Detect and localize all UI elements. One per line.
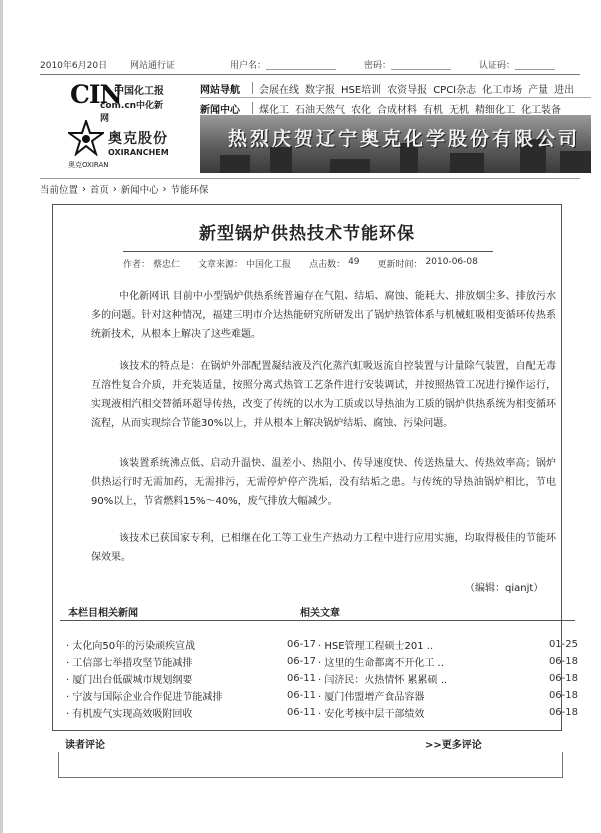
oxiran-logo[interactable] — [68, 120, 188, 180]
related-news-heading: 本栏目相关新闻 — [68, 608, 138, 619]
related-news-title: · 厦门出台低碳城市规划纲要 — [66, 675, 193, 686]
nav-item-fine-chem[interactable]: 精细化工 — [475, 104, 515, 116]
related-article-text: 这里的生命都离不开化工 .. — [324, 658, 444, 669]
hits-value: 49 — [348, 257, 360, 267]
site-nav — [200, 78, 590, 98]
list-item[interactable] — [318, 653, 578, 670]
article-meta — [123, 257, 503, 270]
banner-building — [220, 155, 250, 173]
nav-item-synthetic[interactable]: 合成材料 — [377, 104, 417, 116]
news-nav-label: 新闻中心 — [200, 104, 240, 116]
related-news-text: 有机废气实现高效吸附回收 — [72, 709, 193, 720]
ad-banner[interactable] — [200, 115, 591, 173]
related-article-date: 06-18 — [548, 690, 578, 701]
related-article-date: 06-18 — [548, 707, 578, 718]
related-news-title: · 有机废气实现高效吸附回收 — [66, 709, 193, 720]
source-value: 中国化工报 — [246, 260, 292, 270]
nav-item-inorganic[interactable]: 无机 — [449, 104, 469, 116]
comments-box — [58, 752, 563, 778]
nav-item-oil-gas[interactable]: 石油天然气 — [295, 104, 345, 116]
banner-text: 热烈庆贺辽宁奥克化学股份有限公司 — [228, 128, 581, 150]
banner-building — [450, 153, 484, 173]
related-article-date: 06-18 — [548, 656, 578, 667]
breadcrumb-news[interactable]: 新闻中心 — [120, 185, 159, 196]
auth-label: 认证码： — [479, 61, 516, 71]
auth-input[interactable] — [515, 59, 555, 70]
related-news-date: 06-11 — [286, 690, 316, 701]
breadcrumb-label: 当前位置 — [40, 185, 79, 196]
related-news-text: 工信部七举措攻坚节能减排 — [72, 658, 193, 669]
related-news-title: · 太化向50年的污染顽疾宣战 — [66, 641, 196, 652]
related-article-title: · HSE管理工程硕士201 .. — [318, 641, 434, 652]
nav-item-market[interactable]: 化工市场 — [482, 84, 523, 96]
list-item[interactable] — [66, 687, 316, 704]
date-label: 2010年6月20日 — [40, 61, 108, 71]
related-news-title: · 工信部七举措攻坚节能减排 — [66, 658, 193, 669]
oxiran-star-icon — [68, 120, 104, 156]
list-item[interactable] — [66, 704, 316, 721]
author-label: 作者： — [123, 260, 151, 270]
nav-separator — [252, 102, 253, 114]
breadcrumb-home[interactable]: 首页 — [89, 185, 109, 196]
nav-item-expo[interactable]: 会展在线 — [259, 84, 299, 96]
nav-item-organic[interactable]: 有机 — [423, 104, 443, 116]
updated-value: 2010-06-08 — [425, 257, 478, 267]
header-divider — [40, 74, 580, 75]
author-value: 蔡忠仁 — [153, 260, 181, 270]
list-item[interactable] — [318, 687, 578, 704]
nav-item-import-export[interactable]: 进出 — [554, 84, 575, 96]
related-news-text: 宁波与国际企业合作促进节能减排 — [72, 692, 223, 703]
passport-label: 网站通行证 — [130, 61, 176, 71]
cin-logo[interactable] — [70, 80, 170, 124]
cin-logo-cn: 中国化工报 — [114, 86, 164, 97]
related-articles-list — [318, 636, 578, 721]
related-articles-heading: 相关文章 — [300, 608, 340, 619]
auth-field — [479, 58, 555, 71]
updated-label: 更新时间： — [377, 260, 423, 270]
nav-item-equipment[interactable]: 化工装备 — [521, 104, 561, 116]
related-news-text: 厦门出台低碳城市规划纲要 — [72, 675, 193, 686]
nav-item-digital-paper[interactable]: 数字报 — [305, 84, 335, 96]
breadcrumb — [40, 182, 213, 196]
scan-edge — [0, 0, 3, 833]
oxiran-logo-en: OXIRANCHEM — [108, 148, 169, 157]
related-article-date: 06-18 — [548, 673, 578, 684]
breadcrumb-chevron-icon: › — [112, 183, 117, 195]
related-news-date: 06-17 — [286, 639, 316, 650]
related-article-title: · 闫济民：火热情怀 累累硕 .. — [318, 675, 448, 686]
username-label: 用户名： — [230, 61, 267, 71]
nav-item-output[interactable]: 产量 — [528, 84, 549, 96]
title-divider — [123, 251, 493, 252]
related-news-list — [66, 636, 316, 721]
banner-building — [560, 151, 591, 173]
list-item[interactable] — [66, 653, 316, 670]
list-item[interactable] — [318, 704, 578, 721]
related-news-text: 太化向50年的污染顽疾宣战 — [72, 641, 196, 652]
article-paragraph: 该技术已获国家专利，已相继在化工等工业生产热动力工程中进行应用实施，均取得极佳的节能环保效果。 — [91, 533, 556, 563]
comments-label: 读者评论 — [65, 740, 105, 751]
related-article-title: · 厦门伟盟增产食品容器 — [318, 692, 425, 703]
related-news-date: 06-11 — [286, 673, 316, 684]
breadcrumb-energy[interactable]: 节能环保 — [170, 185, 209, 196]
related-article-text: HSE管理工程硕士201 .. — [324, 641, 434, 652]
related-news-title: · 宁波与国际企业合作促进节能减排 — [66, 692, 223, 703]
article-paragraph: 该技术的特点是：在锅炉外部配置凝结液及汽化蒸汽虹吸返流自控装置与计量除气装置，自配无毒互溶性复合介质，并充装适量，按照分离式热管工艺条件进行安装调试，并按照热管工况进行操作运行，实现液相汽相交替循环超导传热，改变了传统的以水为工质或以导热油为工质的锅炉供热系统为相变循环流程，从而实现综合节能30%以上，并从根本上解决锅炉结垢、腐蚀、污染问题。 — [91, 361, 556, 429]
article-paragraph: 中化新网讯 目前中小型锅炉供热系统普遍存在气阻、结垢、腐蚀、能耗大、排放烟尘多、排放污水多的问题。针对这种情况，福建三明市介达热能研究所研发出了锅炉热管体系与机械虹吸相变循环传热系统新技术，从根本上解决了这些难题。 — [91, 291, 556, 340]
cin-logo-url: com.cn中化新网 — [100, 101, 164, 124]
nav-separator — [252, 82, 253, 94]
list-item[interactable] — [318, 670, 578, 687]
cin-logo-mark: CIN — [70, 80, 122, 109]
site-nav-label: 网站导航 — [200, 84, 240, 96]
list-item[interactable] — [66, 670, 316, 687]
header-bottom-line — [40, 178, 580, 179]
username-input[interactable] — [266, 59, 336, 70]
oxiran-logo-sub: 奥克OXIRAN — [68, 161, 109, 169]
username-field — [230, 58, 336, 71]
related-divider — [60, 620, 575, 621]
banner-building — [330, 159, 370, 173]
password-label: 密码： — [364, 61, 392, 71]
breadcrumb-chevron-icon: › — [82, 183, 86, 195]
related-news-date: 06-17 — [286, 656, 316, 667]
password-input[interactable] — [391, 59, 451, 70]
oxiran-logo-cn: 奥克股份 — [108, 131, 168, 147]
hits-label: 点击数： — [309, 260, 346, 270]
nav-item-coal[interactable]: 煤化工 — [259, 104, 289, 116]
editor-credit: （编辑：qianjt） — [465, 583, 544, 594]
nav-item-hse[interactable]: HSE培训 — [341, 84, 382, 96]
breadcrumb-chevron-icon: › — [162, 183, 167, 195]
related-article-text: 厦门伟盟增产食品容器 — [324, 692, 425, 703]
comments-header — [65, 736, 570, 750]
article-title: 新型锅炉供热技术节能环保 — [199, 224, 415, 244]
nav-item-agri-guide[interactable]: 农资导报 — [387, 84, 428, 96]
more-comments-link[interactable]: >>更多评论 — [425, 740, 482, 751]
list-item[interactable] — [66, 636, 316, 653]
related-article-title: · 这里的生命都离不开化工 .. — [318, 658, 444, 669]
password-field — [364, 58, 451, 71]
top-bar — [40, 56, 570, 73]
related-article-text: 安化考核中层干部绩效 — [324, 709, 425, 720]
related-news-date: 06-11 — [286, 707, 316, 718]
source-label: 文章来源： — [198, 260, 244, 270]
nav-item-agrochem[interactable]: 农化 — [351, 104, 371, 116]
related-article-date: 01-25 — [548, 639, 578, 650]
article-paragraph: 该装置系统沸点低、启动升温快、温差小、热阻小、传导速度快、传送热量大、传热效率高；锅炉供热运行时无需加药，无需排污，无需停炉停产洗垢，没有结垢之患。与传统的导热油锅炉相比，节电90%以上，节省燃料15%～40%，废气排放大幅减少。 — [91, 458, 556, 507]
related-article-title: · 安化考核中层干部绩效 — [318, 709, 425, 720]
list-item[interactable] — [318, 636, 578, 653]
related-article-text: 闫济民：火热情怀 累累硕 .. — [324, 675, 448, 686]
nav-item-cpci[interactable]: CPCI杂志 — [433, 84, 477, 96]
